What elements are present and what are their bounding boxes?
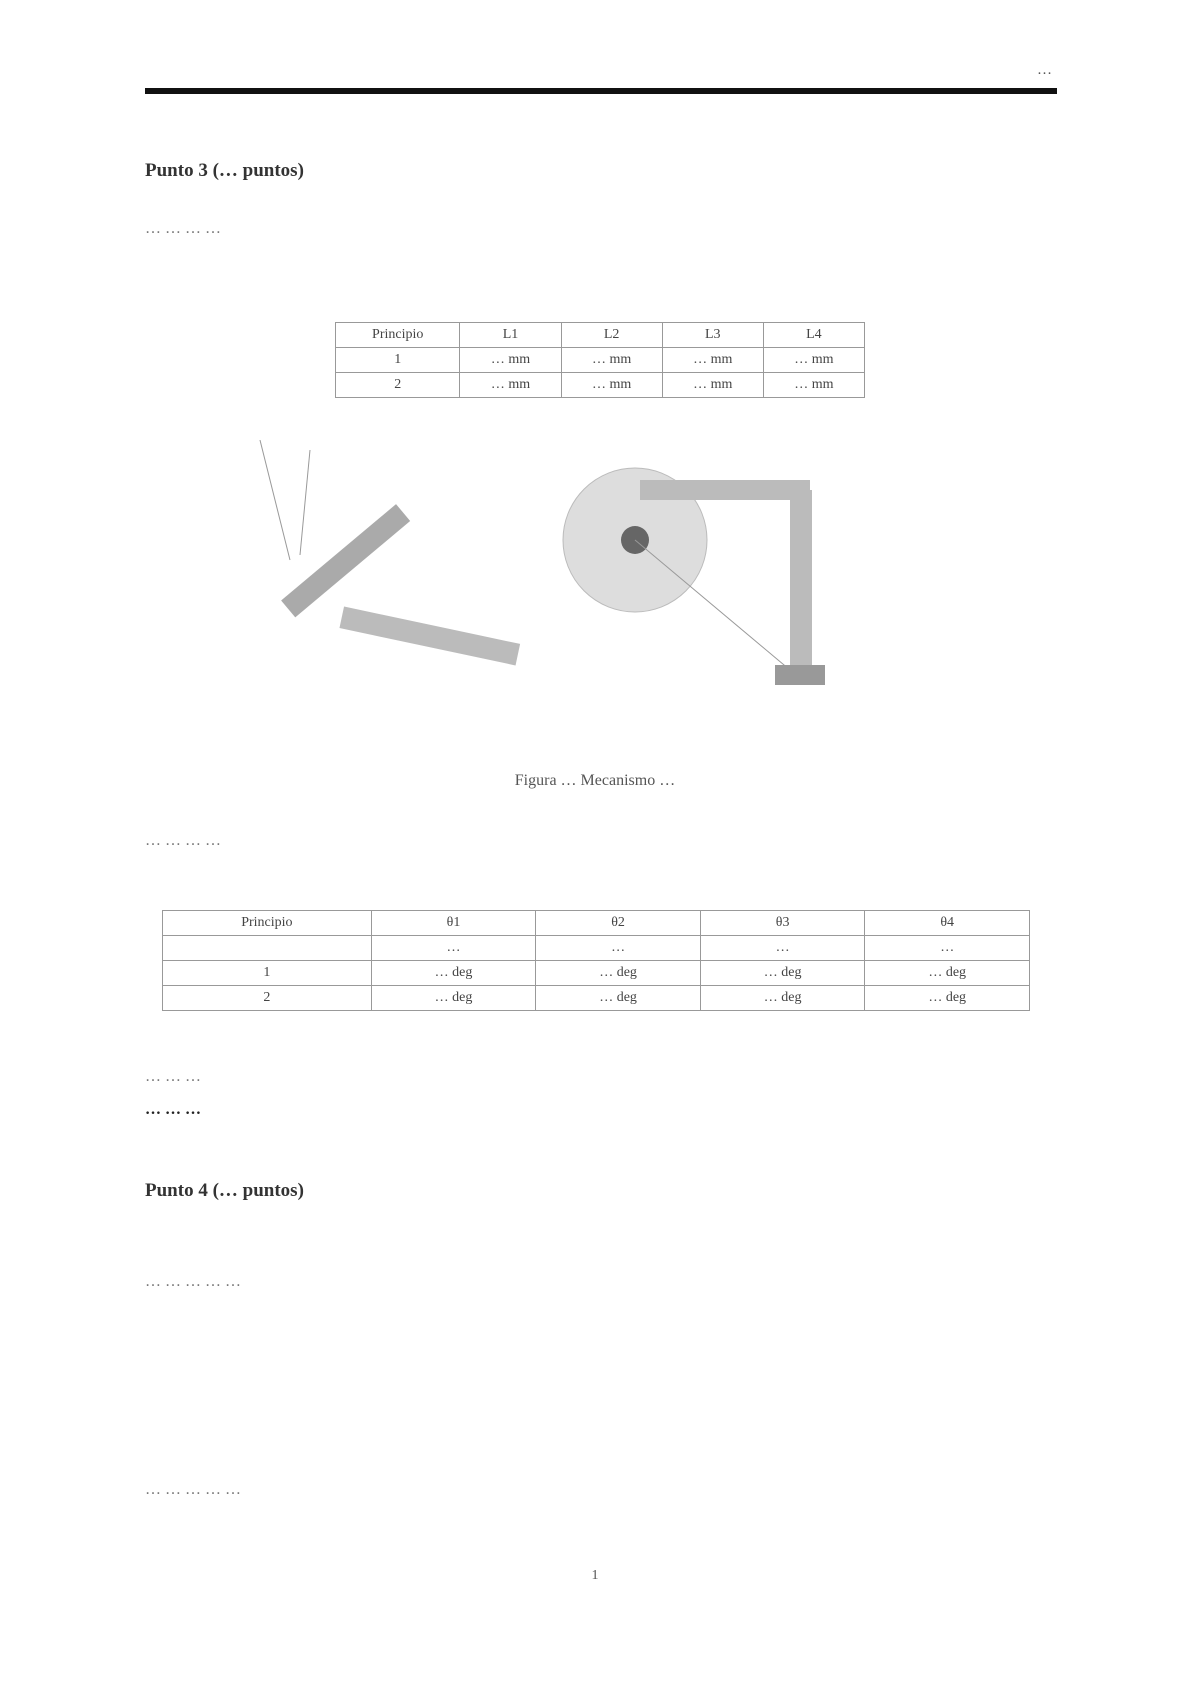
table-cell: … deg [700,986,865,1011]
table-subheader-cell: … [865,936,1030,961]
table-row [163,986,1030,1011]
mechanism-figure [250,440,930,730]
table-header-cell: θ1 [371,911,536,936]
table-row [163,936,1030,961]
header-rule [145,88,1057,94]
table-cell: … mm [561,348,662,373]
angles-table [162,910,1030,1011]
table-row [163,911,1030,936]
mechanism-left-illustration [260,440,520,665]
table-cell: … deg [700,961,865,986]
table-header-cell: L1 [460,323,561,348]
table-subheader-cell: … [371,936,536,961]
table-cell: … mm [763,373,864,398]
lengths-table [335,322,865,398]
table-cell: … deg [865,961,1030,986]
table-cell: … mm [561,373,662,398]
table-header-cell: θ3 [700,911,865,936]
table-cell: … mm [763,348,864,373]
section-4-paragraph-2: … … … … … [145,1481,241,1498]
table-cell: 1 [163,961,372,986]
table-row [163,961,1030,986]
table-row [336,373,865,398]
page-number: 1 [591,1568,599,1583]
table-subheader-cell: … [700,936,865,961]
table-cell: … mm [662,348,763,373]
table-header-cell: Principio [336,323,460,348]
table-cell: 1 [336,348,460,373]
table-cell: … deg [371,986,536,1011]
table-header-cell: L4 [763,323,864,348]
table-row [336,323,865,348]
figure-caption: Figura … Mecanismo … [514,772,676,789]
table-header-cell: L2 [561,323,662,348]
table-cell: … mm [460,348,561,373]
table-cell: 2 [163,986,372,1011]
section-3-paragraph-3b: … … … [145,1101,201,1118]
section-3-paragraph-3a: … … … [145,1068,201,1085]
table-header-cell: Principio [163,911,372,936]
section-3-paragraph-2: … … … … [145,832,221,849]
table-cell: … deg [536,961,701,986]
table-cell: … deg [865,986,1030,1011]
section-3-title: Punto 3 (… puntos) [145,160,304,181]
table-row [336,348,865,373]
table-header-cell: L3 [662,323,763,348]
table-header-cell: θ4 [865,911,1030,936]
table-cell: 2 [336,373,460,398]
table-cell: … mm [460,373,561,398]
section-3-intro: … … … … [145,220,221,237]
mechanism-right-illustration [563,468,825,685]
section-4-paragraph-1: … … … … … [145,1273,241,1290]
table-subheader-cell [163,936,372,961]
table-cell: … mm [662,373,763,398]
table-subheader-cell: … [536,936,701,961]
table-cell: … deg [371,961,536,986]
section-4-title: Punto 4 (… puntos) [145,1180,304,1201]
table-cell: … deg [536,986,701,1011]
running-header: … [1037,62,1052,78]
table-header-cell: θ2 [536,911,701,936]
